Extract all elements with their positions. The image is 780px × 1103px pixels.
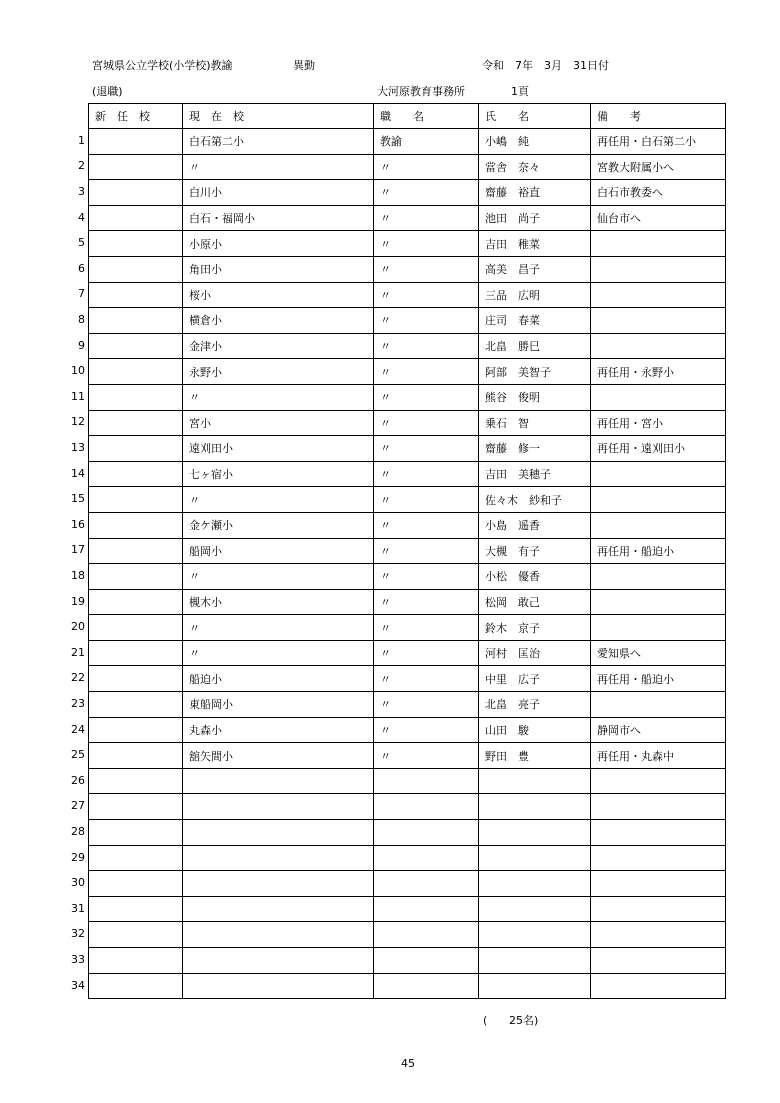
cell-current-school: 〃 [183,154,374,180]
cell-remarks [591,256,726,282]
column-header-position: 職 名 [374,104,479,129]
total-count: 25名) [509,1014,539,1027]
cell-current-school [183,948,374,974]
cell-name: 山田 駿 [479,717,591,743]
cell-remarks [591,333,726,359]
cell-current-school: 槻木小 [183,589,374,615]
row-number: 17 [71,543,85,557]
cell-new-school [89,640,183,666]
cell-position: 〃 [374,743,479,769]
row-number: 27 [71,799,85,813]
cell-position: 〃 [374,487,479,513]
cell-name [479,871,591,897]
cell-position: 〃 [374,538,479,564]
cell-position: 〃 [374,231,479,257]
row-number: 5 [78,236,85,250]
cell-name: 佐々木 紗和子 [479,487,591,513]
cell-name: 鈴木 京子 [479,615,591,641]
cell-remarks: 仙台市へ [591,205,726,231]
cell-new-school [89,308,183,334]
cell-remarks [591,768,726,794]
cell-new-school [89,282,183,308]
cell-remarks [591,564,726,590]
cell-position [374,768,479,794]
cell-current-school [183,973,374,999]
table-row [89,589,726,615]
cell-name: 阿部 美智子 [479,359,591,385]
cell-remarks: 再任用・丸森中 [591,743,726,769]
cell-current-school: 舘矢間小 [183,743,374,769]
cell-position [374,948,479,974]
cell-position: 〃 [374,384,479,410]
cell-current-school: 〃 [183,615,374,641]
row-number: 9 [78,338,85,352]
cell-position [374,922,479,948]
cell-name: 小松 優香 [479,564,591,590]
cell-name [479,845,591,871]
row-number: 31 [71,901,85,915]
document-title: 宮城県公立学校(小学校)教諭 [92,59,233,72]
cell-new-school [89,871,183,897]
column-header-new-school: 新 任 校 [89,104,183,129]
cell-name [479,973,591,999]
cell-position: 〃 [374,512,479,538]
cell-name: 高美 昌子 [479,256,591,282]
cell-current-school: 金津小 [183,333,374,359]
table-row [89,410,726,436]
cell-remarks [591,794,726,820]
row-number: 12 [71,415,85,429]
cell-new-school [89,256,183,282]
cell-current-school: 白石第二小 [183,129,374,155]
row-number: 20 [71,620,85,634]
cell-current-school: 角田小 [183,256,374,282]
table-row [89,538,726,564]
cell-name: 北畠 勝巳 [479,333,591,359]
cell-position: 〃 [374,333,479,359]
cell-name: 小嶋 純 [479,129,591,155]
cell-remarks: 再任用・永野小 [591,359,726,385]
row-number: 6 [78,261,85,275]
cell-new-school [89,743,183,769]
row-number: 30 [71,876,85,890]
table-row [89,231,726,257]
row-number: 2 [78,159,85,173]
cell-new-school [89,948,183,974]
cell-remarks [591,845,726,871]
cell-new-school [89,384,183,410]
row-number: 26 [71,773,85,787]
row-number: 25 [71,748,85,762]
cell-name [479,768,591,794]
cell-remarks [591,231,726,257]
cell-current-school: 〃 [183,640,374,666]
table-row [89,256,726,282]
row-number: 21 [71,645,85,659]
table-row [89,845,726,871]
row-number: 11 [71,389,85,403]
cell-remarks: 再任用・船迫小 [591,538,726,564]
cell-new-school [89,845,183,871]
effective-date: 令和 7年 3月 31日付 [482,59,609,72]
column-header-remarks: 備 考 [591,104,726,129]
cell-position: 〃 [374,564,479,590]
cell-current-school: 遠刈田小 [183,436,374,462]
row-number: 14 [71,466,85,480]
cell-position [374,794,479,820]
table-row [89,948,726,974]
cell-current-school [183,820,374,846]
column-header-current-school: 現 在 校 [183,104,374,129]
table-row [89,743,726,769]
cell-new-school [89,231,183,257]
cell-remarks [591,948,726,974]
row-number: 7 [78,287,85,301]
cell-position: 〃 [374,282,479,308]
table-row [89,973,726,999]
table-row [89,436,726,462]
row-number: 10 [71,364,85,378]
table-row [89,180,726,206]
cell-name: 大槻 有子 [479,538,591,564]
row-number: 33 [71,953,85,966]
cell-current-school: 〃 [183,384,374,410]
table-row [89,871,726,897]
cell-new-school [89,768,183,794]
table-row [89,384,726,410]
cell-remarks [591,871,726,897]
table-row [89,692,726,718]
row-number: 24 [71,722,85,736]
cell-name: 野田 豊 [479,743,591,769]
cell-position: 〃 [374,180,479,206]
table-row [89,487,726,513]
cell-position: 〃 [374,256,479,282]
cell-remarks [591,461,726,487]
cell-new-school [89,794,183,820]
column-header-name: 氏 名 [479,104,591,129]
document-type: 異動 [293,59,315,72]
cell-new-school [89,487,183,513]
row-number: 34 [71,978,85,992]
cell-current-school: 船迫小 [183,666,374,692]
cell-current-school: 永野小 [183,359,374,385]
cell-remarks: 愛知県へ [591,640,726,666]
row-number: 32 [71,927,85,941]
cell-new-school [89,896,183,922]
table-row [89,461,726,487]
cell-new-school [89,666,183,692]
cell-remarks [591,973,726,999]
cell-remarks: 再任用・白石第二小 [591,129,726,155]
cell-name: 乗石 智 [479,410,591,436]
cell-current-school [183,871,374,897]
cell-new-school [89,359,183,385]
cell-current-school: 宮小 [183,410,374,436]
cell-current-school: 七ヶ宿小 [183,461,374,487]
cell-position: 〃 [374,308,479,334]
cell-position: 〃 [374,692,479,718]
cell-current-school: 白石・福岡小 [183,205,374,231]
table-header-row [89,104,726,129]
cell-position [374,973,479,999]
table-row [89,717,726,743]
category-label: (退職) [92,85,123,98]
cell-remarks [591,384,726,410]
cell-name [479,896,591,922]
cell-remarks: 再任用・遠刈田小 [591,436,726,462]
cell-current-school [183,794,374,820]
row-number: 8 [78,313,85,326]
cell-current-school [183,845,374,871]
cell-name: 齋藤 修一 [479,436,591,462]
cell-remarks: 白石市教委へ [591,180,726,206]
cell-name: 庄司 春菜 [479,308,591,334]
cell-remarks [591,308,726,334]
cell-current-school: 東船岡小 [183,692,374,718]
cell-current-school: 船岡小 [183,538,374,564]
cell-name: 北畠 亮子 [479,692,591,718]
cell-position: 〃 [374,615,479,641]
cell-name: 吉田 稚菜 [479,231,591,257]
cell-position: 〃 [374,359,479,385]
row-number: 1 [78,133,85,147]
table-row [89,820,726,846]
cell-current-school [183,922,374,948]
table-row [89,564,726,590]
cell-position: 〃 [374,436,479,462]
cell-name: 河村 匡治 [479,640,591,666]
table-row [89,129,726,155]
table-row [89,794,726,820]
cell-remarks: 静岡市へ [591,717,726,743]
cell-remarks: 宮教大附属小へ [591,154,726,180]
cell-current-school [183,768,374,794]
cell-new-school [89,410,183,436]
cell-new-school [89,512,183,538]
page-number: 45 [401,1057,415,1070]
table-row [89,333,726,359]
cell-current-school [183,896,374,922]
row-number: 4 [78,210,85,224]
cell-current-school: 丸森小 [183,717,374,743]
cell-position: 教諭 [374,129,479,155]
cell-current-school: 横倉小 [183,308,374,334]
cell-new-school [89,436,183,462]
cell-remarks [591,922,726,948]
table-row [89,308,726,334]
cell-current-school: 金ケ瀬小 [183,512,374,538]
cell-new-school [89,538,183,564]
table-row [89,896,726,922]
cell-name: 熊谷 俊明 [479,384,591,410]
cell-remarks [591,896,726,922]
row-number: 23 [71,697,85,710]
cell-new-school [89,461,183,487]
table-row [89,640,726,666]
cell-remarks [591,615,726,641]
cell-position [374,896,479,922]
cell-name: 吉田 美穂子 [479,461,591,487]
cell-new-school [89,333,183,359]
office-name: 大河原教育事務所 [377,85,465,98]
cell-current-school: 〃 [183,564,374,590]
row-number: 19 [71,594,85,608]
cell-name [479,948,591,974]
cell-name: 小島 遥香 [479,512,591,538]
cell-current-school: 小原小 [183,231,374,257]
count-open: ( [483,1014,488,1027]
cell-name: 當舎 奈々 [479,154,591,180]
cell-name: 齋藤 裕直 [479,180,591,206]
cell-position: 〃 [374,666,479,692]
row-number: 13 [71,441,85,454]
table-row [89,768,726,794]
cell-name: 松岡 敢己 [479,589,591,615]
cell-current-school: 〃 [183,487,374,513]
cell-new-school [89,973,183,999]
cell-remarks: 再任用・船迫小 [591,666,726,692]
row-number: 15 [71,492,85,506]
cell-new-school [89,692,183,718]
cell-name: 三品 広明 [479,282,591,308]
cell-name [479,922,591,948]
table-row [89,615,726,641]
table-row [89,282,726,308]
page-label: 1頁 [511,85,529,98]
cell-position: 〃 [374,640,479,666]
cell-position: 〃 [374,205,479,231]
cell-position: 〃 [374,589,479,615]
cell-new-school [89,615,183,641]
row-number: 28 [71,825,85,838]
cell-remarks [591,487,726,513]
cell-remarks: 再任用・宮小 [591,410,726,436]
cell-current-school: 白川小 [183,180,374,206]
cell-position: 〃 [374,410,479,436]
table-row [89,359,726,385]
cell-position [374,845,479,871]
cell-new-school [89,589,183,615]
cell-position: 〃 [374,717,479,743]
cell-remarks [591,589,726,615]
table-row [89,205,726,231]
row-number: 18 [71,569,85,582]
cell-name: 中里 広子 [479,666,591,692]
cell-position: 〃 [374,154,479,180]
personnel-table [88,103,726,999]
cell-position: 〃 [374,461,479,487]
row-number: 29 [71,850,85,864]
table-row [89,922,726,948]
cell-remarks [591,820,726,846]
cell-new-school [89,564,183,590]
cell-current-school: 桜小 [183,282,374,308]
cell-remarks [591,692,726,718]
cell-new-school [89,180,183,206]
cell-name [479,794,591,820]
cell-name [479,820,591,846]
table-row [89,666,726,692]
cell-new-school [89,205,183,231]
cell-new-school [89,129,183,155]
cell-position [374,871,479,897]
cell-new-school [89,154,183,180]
cell-name: 池田 尚子 [479,205,591,231]
cell-remarks [591,512,726,538]
cell-new-school [89,717,183,743]
table-row [89,512,726,538]
cell-new-school [89,820,183,846]
row-number: 16 [71,517,85,531]
table-row [89,154,726,180]
row-number: 3 [78,185,85,198]
cell-remarks [591,282,726,308]
cell-new-school [89,922,183,948]
cell-position [374,820,479,846]
row-number: 22 [71,671,85,685]
